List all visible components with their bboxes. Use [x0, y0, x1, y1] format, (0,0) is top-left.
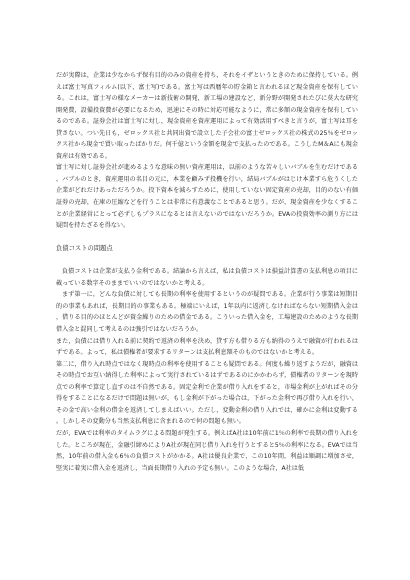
- section-paragraph-5: だが，EVAでは利率のタイムラグによる問題が発生する。例えばA社は10年前に1％の利率で長期の借り入れをした。ところが現在，金融引締めによりA社が現在同じ借り入れを行うとすると5％の利率になる。EVAでは当然，10年前の借入金も6％の負債コストがかかる。A社は優良企業で，この10年間，利益は順調に増加させ，堅実に着実に借入金を返済し，当面長期借り入れの予定も無い。このような場合，A社は低: [56, 429, 358, 472]
- paragraph-spacer: [56, 232, 358, 244]
- section-paragraph-3: また，負債には借り入れる前に契約で返済の利率を決め，貸す方も借りる方も納得のうえで融資が行われるはずである。よって，私は債権者が要求するリターンは支払利息額そのものではないかと考える。: [56, 337, 358, 357]
- heading-spacer: [56, 255, 358, 267]
- section-paragraph-4: 第二に，借り入れ時点ではなく現時点の利率を使用することも疑問である。何度も繰り返すようだが，融資はその時点でお互い納得した利率によって実行されているはずであるのにかかわらず，債権者のリターンを現時点での利率で算定し直すのは不自然である。固定金利で企業が借り入れをすると，市場金利が上がればその分得をすることになるだけで問題は無いが，もし金利が下がった場合は，下がった金利で再び借り入れを行い，その金で高い金利の借金を返済してしまえばいい。ただし，変動金利の借り入れでは，確かに金利は変動する。しかしその変動分も当然支払利息に含まれるので何の問題も無い。: [56, 360, 358, 426]
- second-paragraph: 富士写に対し証券会社が進めるような意味の無い資産運用は，以前のような苦々しいバブルを生むだけである。バブルのとき，資産運用の名目の元に，本業を顧みず投機を行い，結局バブルがはじけ本業すら危うくした企業がどれだけあっただろうか。投下資本を減らすために，使用していない固定資産の売却，目的のない有価証券の売却，在庫の圧縮などを行うことは非常に有意義なことであると思う。だが，現金資産を少なくすることが企業経営にとって必ずしもプラスになるとは言えないのではないだろうか。EVAの投資効率の測り方には疑問を持たざるを得ない。: [56, 164, 358, 230]
- intro-paragraph: だが実際は，企業は少なからず保有目的のみの資産を持ち，それをイザというときのために保持している。例えば富士写真フィルム(以下，富士写)である。富士写は西暦年の貯金箱と言われるほど現金資産を保有している。これは，富士写の様なメーカーは新技術の開発，新工場の建設など，新分野が開発されたびに莫大な研究開発費，設備投資費が必要になるため，迅速にその時に対応可能なように，常に多額の現金資産を保有しているのである。証券会社は富士写に対し，現金資産を資産運用によって有効活用すべきと言うが，富士写は耳を貸さない。つい先日も，ゼロックス社と共同出資で設立した子会社の富士ゼロックス社の株式の25％をゼロックス社から現金で買い取ったばかりだ。何千億という金額を現金で支払ったのである。こうしたM＆Aにも現金資産は有効である。: [56, 72, 358, 160]
- document-page: [56, 70, 358, 474]
- section-paragraph-2: まず第一に，どんな負債に対しても長期の利率を使用するというのが疑問である。企業が行う事業は短期目的の事業もあれば，長期目的の事業もある。極端にいえば，1年以内に返済しなければならない短期借入金は，借りる目的のほとんどが資金繰りのための借金である。こういった借入金を，工場建設のためのような長期借入金と混同して考えるのは強引ではないだろうか。: [56, 291, 358, 334]
- section-paragraph-1: 負債コストは企業が支払う金利である。結論から言えば，私は負債コストは損益計算書の支払利息の項目に載っている数字そのままでいいのではないかと考える。: [56, 268, 358, 287]
- section-heading: 負債コストの問題点: [56, 245, 113, 253]
